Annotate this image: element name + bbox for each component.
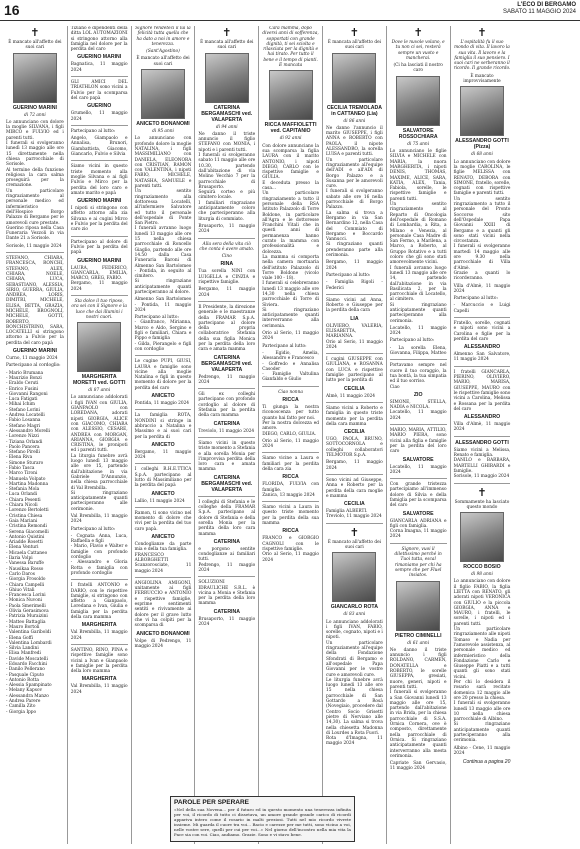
deceased-name: RINA bbox=[220, 261, 234, 268]
list-heading: Partecipano al lutto: bbox=[389, 338, 435, 344]
divider bbox=[135, 409, 192, 410]
deceased-name: GUERINO MARINI bbox=[12, 348, 57, 355]
deceased-name: ALESSANDRO GOTTI (Pizza) bbox=[455, 138, 509, 151]
cross-icon: ✝ bbox=[413, 26, 423, 39]
notice-body: Siamo vicini a Laura in questo triste momento per la perdita della sua mamma bbox=[262, 505, 319, 527]
notice-quote: Dove le nuvole volano, e tu non ci sei, resterà sempre un vuoto e mancherai. bbox=[391, 40, 445, 61]
notice-quote: Cara mamma, dopo diversi anni di sofferenza, sopportati con grande dignità, ti sei sciolta e rilasciata per la dignità e hai tirato. Per tutto il bene e il tempo di pianti. E mancata bbox=[262, 26, 319, 69]
deceased-name: RICCA bbox=[282, 528, 299, 535]
notice-place-date: Brusaporto, 11 maggio 2024 bbox=[198, 223, 256, 235]
portrait-photo bbox=[396, 581, 440, 631]
list-heading: Partecipano al lutto: bbox=[70, 526, 116, 532]
notice-body: Lo annunciano le figlie SILVIA e MICHELE con MARIA, la nuora MARGHERITA, i nipoti DENIS, THOMAS, MAXIME, ALICE, SARA, KATIA, ALEX, Tania, Fabiola, sorelle, le rispettive famiglie e parenti tutti. Un sentito ringraziamento al Reparto di Oncologia dell'ospedale di Romano di Lombardia, a Rita, a Milano e Venezia, al personale Casa Madre di San Fermo, a Marilena, a Marco, a Roberto, al Gruppo Rotativo e a tutti coloro che gli sono stati amorevolmente vicini. I funerali avranno luogo lunedì 13 maggio alle ore 14, partendo dall'abitazione in via Basilicata 2, per la parrocchiale di Locatello, al cimitero. Si ringraziano anticipatamente quanti parteciperanno alla cerimonia. bbox=[389, 149, 447, 324]
divider bbox=[262, 452, 319, 453]
notice-body: Condoglianze da parte mia e della tua famiglia. FRANCESCO ALBORGHETTI Scanzorosciate, 11 maggio 2024 bbox=[134, 542, 192, 574]
notice-body: Ne danno il triste annuncio il figlio STEFANO con MONIA, i nipoti e i parenti tutti. I funerali si svolgeranno sabato 11 maggio alle ore 10.30, partendo dall'abitazione di via Molino Vecchio 7 per la parrocchiale di Brusaporto. Seguirà corteo e più cimitero locale. I familiari ringraziano anticipatamente coloro che parteciperanno alla liturgia di commiato. bbox=[198, 131, 256, 222]
deceased-name: CECILIA bbox=[344, 385, 365, 392]
cross-icon: ✝ bbox=[349, 525, 359, 539]
notice-body: Siamo vicini in questo triste momento a Stefania e alla sorella Monia per l'improvvisa perdita della loro cara e amata mamma bbox=[198, 440, 256, 473]
notice-place-date: Val Brembilla, 11 maggio 2024 bbox=[70, 684, 128, 695]
notice-body: Le cugine PUPI, GIUSI, LAURA e famiglie sono vicine alla moglie Natalina e figli in questo momento di dolore per la perdita del caro bbox=[134, 359, 192, 391]
notice-place-date: Sorisole, 11 maggio 2024 bbox=[6, 243, 62, 249]
divider bbox=[198, 388, 255, 389]
notice-place-date: Almenno San Salvatore, 11 maggio 2024 bbox=[453, 352, 511, 363]
notice-place-date: Bergamo, 11 maggio 2024 bbox=[198, 287, 256, 298]
cross-icon: ✝ bbox=[222, 26, 232, 39]
deceased-name: ANICETO BONANOMI bbox=[136, 630, 190, 637]
notice-body: Fratello, sorelle, cognati e nipoti sono vicini a Carolina e figlie per la perdita del caro bbox=[453, 320, 511, 342]
deceased-name: GUERINO MARINI bbox=[77, 198, 122, 205]
deceased-age: di 95 anni bbox=[152, 129, 174, 135]
notice-place-date: Volpe di Pedrengo, 11 maggio 2024 bbox=[134, 638, 192, 649]
cross-icon: ✝ bbox=[349, 26, 359, 39]
notice-body: GIANCARLA ADRIANA e figli con famiglia. Corna Imagna, 11 maggio 2024 bbox=[389, 518, 447, 540]
notice-place-date: Albino - Cene, 11 maggio 2024 bbox=[453, 745, 511, 756]
divider bbox=[198, 496, 255, 497]
notice-place-date: Curno, 11 maggio 2024 bbox=[6, 356, 58, 362]
divider bbox=[71, 295, 128, 296]
divider bbox=[198, 576, 255, 577]
notice-body: ANGIOLINA AMIGONI, unitamente ai figli FERRUCCIO e ANTONIO e rispettive famiglie, esprime sentimenti sentiti e rivivamente ai dolore per il grave lutto che vi ha colpiti per la scomparsa di bbox=[134, 580, 192, 629]
notice-body: Ne danno il triste annuncio i figli ROLDANO, CARMEN, DONATELLA e ROBERTO, le sorelle GIUSEPPA, gresiati, nuore, generi, nipoti e parenti tutti. I funerali si svolgeranno a San Giovanni lunedì 13 maggio alle ore 15, partendo dall'abitazione in via Brida, per la chiesa parrocchiale di S.S.A. Ornica Cornera, ove è composto, direttamente nella parrocchiale di Ornica. Si ringraziano anticipatamente quanti interverranno alla mesta cerimonia. bbox=[389, 647, 447, 759]
divider bbox=[71, 644, 128, 645]
divider bbox=[390, 359, 447, 360]
box-title: PAROLE PER SPERARE bbox=[174, 799, 250, 806]
notice-body: Sono vicini ad Giuseppe, Anna e Roberto per la perdita della cara moglie e mamma bbox=[325, 477, 383, 499]
notice-body: Il Presidente, la direzione generale e le maestranze della FRAMAR S.p.A. partecipano al dolore della propria collaboratrice Stefania della sua figlia Monica per la perdita della loro cara e amata mamma bbox=[198, 304, 256, 353]
divider bbox=[135, 577, 192, 578]
deceased-name: ANICETO bbox=[151, 490, 175, 497]
divider bbox=[326, 353, 383, 354]
deceased-name: GUERINO MARINI bbox=[77, 54, 122, 61]
deceased-name: ZIO bbox=[413, 391, 423, 398]
notice-quote: Alla sera della vita ciò che conta è avere amato. bbox=[199, 241, 255, 252]
notice-quote: Sta dolce il tuo riposo, ora sei con il Signore e la luce che dai illumini i nostri cuori. bbox=[71, 298, 127, 320]
divider bbox=[326, 294, 383, 295]
notice-place-date: Bergamo, 11 maggio 2024 bbox=[325, 260, 383, 271]
notice-body: LAURA, FEDERICO, GIANCARLA, EMILIA, MARCO, GREG, FABIO. Bergamo, 11 maggio 2024 bbox=[70, 265, 128, 292]
portrait-photo bbox=[396, 76, 440, 126]
deceased-name: ANICETO BONANOMI bbox=[136, 121, 190, 128]
notice-place-date: Orio al Serio, 11 maggio 2024 bbox=[262, 331, 319, 342]
publication-name: L'ECO DI BERGAMO bbox=[517, 2, 576, 8]
deceased-name: SALVATORE bbox=[402, 456, 434, 463]
notice-body: GLI AMICI DEL TRIATHLON sono vicini a Fulvio per la scomparsa del caro papà bbox=[70, 80, 128, 101]
divider bbox=[71, 579, 128, 580]
notice-place-date: Treviolo, 11 maggio 2024 bbox=[198, 428, 255, 434]
notice-body: Tua sorella NINI con LUIGELLA e CINZIA e rispettive famiglie. bbox=[198, 269, 256, 286]
notice-place-date: Val Brembilla, 11 maggio 2024 bbox=[70, 630, 128, 641]
deceased-name: CATERINA bbox=[213, 420, 240, 427]
quote-signature: Cino bbox=[221, 254, 232, 260]
deceased-name: RICCA bbox=[282, 397, 299, 404]
portrait-photo bbox=[13, 53, 57, 103]
column-4 bbox=[194, 26, 258, 844]
notice-body: Portavamo sempre nel cuore il tuo coraggio, la tua bontà, la tua simpatia ed il tuo sorriso. Ciao bbox=[389, 363, 447, 390]
notice-body: I fratelli GIANCARLA, PIERINO, OLIVIERO, MARIO, MARISA, GIUSEPPE, MAURO con le rispettive famiglie sono vicini a Carolina, Melissa e Rossana per la perdita del caro bbox=[453, 369, 511, 412]
continue-link[interactable]: Continua a pagina 20 bbox=[462, 759, 511, 766]
page-number: 16 bbox=[4, 2, 20, 18]
divider bbox=[454, 317, 511, 318]
cross-icon: ✝ bbox=[477, 26, 487, 39]
notice-place-date: Bergamo, 11 maggio 2024 bbox=[325, 460, 383, 471]
words-of-hope-box bbox=[170, 796, 355, 842]
notice-body: Ti giunga la nostra riconoscenza per tutto quanto hai fatto per noi. Per la nostra dolcezza ed amore. DIEGO, CARLO, GIULIA. bbox=[262, 405, 319, 437]
deceased-name: CECILIA bbox=[344, 429, 365, 436]
notice-place-date: Grumello, 11 maggio 2024 bbox=[70, 111, 128, 122]
deceased-name: GUERINO bbox=[87, 103, 112, 110]
notice-body: Ramon, ti sono vicino nel momento di dolore che vivi per la perdita del tuo caro papà. bbox=[134, 510, 192, 532]
deceased-name: CATERINA bbox=[213, 538, 240, 545]
portrait-photo bbox=[269, 70, 313, 120]
deceased-name: CATERINA BERGAMASCHI ved. VALAPERTA bbox=[201, 354, 253, 373]
list-heading: Partecipano al cordoglio: bbox=[6, 363, 61, 369]
notice-body: Lo annunciano addolorati i figli IVAN, FABIO, sorelle, cognato, nipoti e i nipoti. Un particolare ringraziamento all'equipe della Fondazione Sfondrati di Bergamo e all'ospedale Papa Giovanni per le vostre cure e amorevoli cure. Le liturgia funebre avrà luogo lunedì 13 alle ore 15 nella chiesa parrocchiale di San Gottardo a Rosà (Novegiaio, procedere dal Centro Socio Grisetti pietre di Nerviano alle 14,30). La salma si trova nella chiesetta Madonna di Lourdes a Rota Fuori. Rota d'Imagna, 11 maggio 2024 bbox=[325, 619, 383, 747]
box-text: «Nel della sua Novena... per il futuro ed in questo momento una tenerezza infinita per voi, il ricordo di tutto ci dissetava, un amore grande grande carico di ricordi appariva intero come il rosario in malti preziosi. Tutti nel mio ricordo vivrete insieme. Mi guarda il cuore tra voi... Bacio e carezze per me tutti, sono vicino a voi, nelle vostre sere, quelli per cui per voi...» Nel giorno dell'incontro nella mia vita la Pace sia con voi. Ciao, andiamo. Grazie. Sono e vi stavo bene. bbox=[174, 807, 351, 837]
notice-place-date: Orio al Serio, 11 maggio 2024 bbox=[262, 438, 319, 450]
notice-place-date: Pontida, 11 maggio 2024 bbox=[134, 401, 190, 407]
notice-body: STEFANO, CHIARA, FRANCESCA, RONCHI, STEFANO, ALEX, CHIARA, NOELE, CHIARA, LUCA, SEBASTIANO, ALESSIA, SIRIO, GUERRA, GIULIA, ANDREA, LORIS, DIMITRI, MICHELE, ELISA, BETTA, GRAZIA, MICHELE, BROGNOLI, MICHELE, GOTTI, ROBERTO, BONCHISTRINO, SARA, LOCATELLI si stringono attorno a Fulvio per la perdita del caro papà bbox=[6, 256, 64, 346]
deceased-name: GIANCARLO ROTA bbox=[330, 604, 378, 611]
deceased-age: di 75 anni bbox=[407, 141, 430, 147]
condolence-list: Partecipano al lutto: - Gianfranco, Mirianna, Marco e Aldo, Sergino e figli e familiari, Chiara e Pippo e famiglia - Gilda, Pierangelo e figli con cordoglio bbox=[134, 315, 192, 352]
notice-body: Siamo vicine a Laura e familiari per la perdita della cara zia bbox=[262, 456, 319, 472]
deceased-name: ALESSANDRO bbox=[463, 344, 501, 351]
notice-place-date: Pedrengo, 11 maggio 2024 bbox=[198, 374, 256, 385]
deceased-name: MARGHERITA bbox=[81, 622, 117, 629]
divider bbox=[454, 436, 511, 437]
notice-body: FLORIDA, FULVIA con famiglie. Zanica, 13 maggio 2024 bbox=[262, 482, 319, 498]
list-heading: Partecipano al lutto: bbox=[453, 296, 498, 302]
notice-quote: Signore, vuoi il dilettissimo perché in Tuoi tutta, escal rimaniamo per chi ha sempre che per Fluel insiatos. bbox=[394, 546, 442, 579]
notice-body: Gli ex colleghi partecipano con profondo cordoglio al dolore di Stefania per la perdita della cara mamma bbox=[198, 392, 256, 419]
divider bbox=[326, 474, 383, 475]
notice-place-date: Brusaporto, 11 maggio 2024 bbox=[198, 616, 256, 628]
divider bbox=[6, 252, 64, 253]
list-heading: Partecipano al lutto: bbox=[70, 128, 116, 134]
notice-body: SOLUZIONI IDRAULICHE S.R.L. è vicina a Monia e Stefania per la perdita della loro mamma bbox=[198, 580, 256, 607]
notice-body: I fratelli ANTONIO e DARIO, con le rispettive famiglie, si stringono con affetto a Gianpaolo, Loredana e Ivan, Giulia e famiglia per la perdita della cara mamma bbox=[70, 583, 128, 621]
notice-body: I nipoti si stringono con affetto attorno alla zia Silvana e ai cugini Mirco e Fulvio per la perdita del caro zio bbox=[70, 206, 128, 233]
divider bbox=[71, 76, 128, 77]
notice-body: Lo annunciano addolorati i figli IVAN con GIULIA, GIANPAOLO con LOREDANA, adorati nipoti GIORGIA, ALICE con GIACOMO, CHIARA con ALESSIO, CESARE, ANDREA con MORGAN, ARIANNA, GIORGIA e CRISTINA, le pronipoti ed i parenti tutti. La liturgia funebre avrà luogo lunedì 13 maggio alle ore 15, partendo dall'abitazione in via Gabriele D'Annunzio, nella chiesa parrocchiale di Val Brembilla. Si ringraziano anticipatamente quanti parteciperanno alle cerimonie. bbox=[70, 395, 128, 512]
notice-body: Siamo vicini in questo triste momento alla moglie Silvana e ai figli Fulvio e Mirco per la perdita del loro caro e amato marito e papà bbox=[70, 164, 128, 196]
notice-intro: È mancata all'affetto dei suoi cari bbox=[327, 40, 382, 51]
deceased-name: MARGHERITA bbox=[81, 676, 117, 683]
notice-intro: È mancato all'affetto dei suoi cari bbox=[136, 56, 190, 67]
deceased-name: MARGHERITA MORETTI ved. GOTTI bbox=[72, 374, 126, 387]
quote-signature: (Sant'Agostino) bbox=[146, 49, 180, 55]
notice-body: FRANCO e GIORGIO CAGNOLI con le rispettive famiglie. Orio al Serio, 11 maggio 2024 bbox=[262, 536, 319, 563]
deceased-name: PIETRO CIMINELLI bbox=[394, 632, 442, 639]
portrait-photo bbox=[332, 552, 376, 602]
notice-body: Ne danno l'annuncio il marito GIUSEPPE, i figli ANNA e ROBERTO con PAOLA, il nipote ALESSANDRO, la sorella LUISA e parenti tutti. Un particolare ringraziamento all'equipe dell'ADI e all'ADI di Borgo Palazzo e a Susanna per le amorevoli cure. I funerali si svolgeranno sabato alle ore 16 nella parrocchiale di Borgo Palazzo. La salma si trova a Bergamo in via San Bernardino 12, nella Casa del Commiato di Bergamo e Boccardo Vannucci. Si ringraziano quanti prenderanno parte alla cerimonia. bbox=[325, 125, 383, 259]
deceased-name: ROCCO BOSIO bbox=[463, 564, 501, 571]
condolence-list: - Marcuccio e Luigi Capelli bbox=[453, 303, 511, 314]
condolence-list: - Mario Brumana - Maurizio Bonzi - Eraldo Ceruti - Enrico Fusini - Giovanni Rangoni - Luca Fatigati - Mihai Ichim - Stefano Lorini - Andrea Locatelli - Fabio Losanna - Stefano Magri - Alessandro Morelli - Lorenzo Nizzi - Tiziana Orlandi - Paolo Pancera - Stefano Pirelli - Elena Riva - Simone Sturaro - Fabio Tasca - Marco Tironi - Manuela Volpato - Martina Madonna - Stefania Mola - Luca Orlandi - Chiara Pesenti - Chiara Nicoli - Lorenzo Bertoletti - Cristina Chiesa - Gaia Mariani - Cristina Remondi - Serena Giacomelli - Antonio Quistini - Ariadde Rosetti - Elena Venturi - Micaela Cattaneo - Ilaria Volpi - Vanessa Baruffe - Nausikaa Rosso - Carlo Daros - Giorgia Frosoldo - Chiara Campelli - Ghiuo Vitali - Francesca Lorini - Monica Nuvoni - Paola Smerimelli - Olivia Gerasimova - Patrizia Muraizini - Matteo Battaglia - Mauro Bortoli - Valentina Gariboldi - Elena Goffi - Valentina Lombardi - Silvia Landini - Elisa Manfredi - Davide Moscatelli - Edoardo Facchini - Danilo Pellerano - Pasquale Ciputo - Antonio Rotta - Alessia Spampinato - Melany Kapsov - Alessandra Manzo - Andrea Parere - Camilla Zito - Giorgia Ippo bbox=[6, 370, 52, 715]
divider bbox=[454, 366, 511, 367]
notice-body: Famiglia ALBERTI. Treviolo, 11 maggio 2024 bbox=[325, 509, 382, 520]
deceased-name: CATERINA bbox=[213, 608, 240, 615]
deceased-name: SALVATORE ROSSOCHIARA bbox=[398, 127, 438, 140]
divider bbox=[390, 543, 447, 544]
divider bbox=[262, 501, 319, 502]
notice-body: Siamo vicini a Melissa, Renato e famiglia. DANILO e BARBARA, MARTELLI GHIRARDI e famiglie. Sorisole, 11 maggio 2024 bbox=[453, 447, 511, 480]
publication-masthead bbox=[503, 2, 576, 16]
notice-body: SANTINO, RINO, PINA e rispettive famiglie sono vicini a Ivan e Gianpaolo e famiglie per la perdita della loro mamma bbox=[70, 647, 128, 675]
cross-icon: ✝ bbox=[477, 485, 487, 499]
column-5 bbox=[258, 26, 322, 844]
notice-place-date: Locatello, 11 maggio 2024 bbox=[389, 325, 447, 337]
column-8 bbox=[450, 26, 514, 844]
column-2 bbox=[67, 26, 131, 844]
page-header bbox=[0, 0, 580, 21]
notice-body: La famiglia ROTA, NONDINI si stringe in abbraccio a Natalina e Massimo e ai suoi cari per la perdita di bbox=[134, 413, 192, 440]
notice-intro: (Ci ha lasciati il nostro caro bbox=[393, 63, 443, 74]
notice-quote: Signore rendeteci il lui la felicità tutta quella che ha dato a noi in amore e tenerezza. bbox=[135, 26, 191, 47]
publication-date: SABATO 11 MAGGIO 2024 bbox=[502, 9, 576, 15]
notice-body: Lo annunciano con profondo dolore la moglie NATALINA, i figli MASSIMILIANO con DANIELA, ELEONORA con CRISTIAN, RAMON con VALENTINA, i nipoti FABIO, MICHELE, NATASHA, SAMUELE e parenti tutti. Un sentito ringraziamento alla dottoressa Locatelli, all'infermiere Salvatore ed tutto il personale dell'ospedale di Ponte San Pietro. I funerali avranno luogo lunedì 13 maggio alle ore 15 nella chiesa parrocchiale di Roncello Giaglio, partendo alle ore 14.50 dalla Casa Funeraria Baroni di Almenno San Bartolomeo - Pontida, in seguito al cimitero. Si ringraziano anticipatamente quanti parteciperanno al dolore. bbox=[134, 136, 192, 295]
deceased-name: ANICETO bbox=[151, 393, 175, 400]
portrait-photo bbox=[332, 53, 376, 103]
portrait-photo bbox=[460, 86, 504, 136]
notice-place-date: Villa d'Almè, 11 maggio 2024 bbox=[453, 422, 511, 433]
notice-body: UGO, PAOLA, BRUNO, SOTTOCORNOLA e colleghi collaboratori TELMOTOR S.p.A. bbox=[325, 437, 383, 459]
portrait-photo bbox=[460, 512, 504, 562]
notice-body: Lo annunciano con dolore la moglie SILVANA, i figli MIRCO e FULVIO ed i parenti tutti. I funerali si svolgeranno lunedì 13 maggio alle ore 15 direttamente nella chiesa parrocchiale di Sorisole. Al termine della funzione religiosa la cara salma proseguirà per la cremazione. Un particolare ringraziamento al personale medico ed infermieristico dell'Hospice Borgo Palazzo di Bergamo per le amorevoli cure prestate. Guerino riposa nella Casa Funeraria Vezzoli in via Dante 21 a Sorisole. bbox=[6, 119, 64, 242]
notice-intro: Sommamente ha lasciato questo mondo bbox=[454, 499, 510, 510]
deceased-age: di 72 anni bbox=[24, 112, 46, 118]
notice-body: Siamo vicini ad Anna, Roberto e Giuseppe per la perdita della cara bbox=[325, 297, 383, 314]
deceased-name: SALVATORE bbox=[402, 510, 434, 517]
deceased-age: di 86 anni bbox=[343, 118, 366, 124]
notice-intro: È mancato improvvisamente bbox=[463, 73, 501, 85]
deceased-age: di 98 anni bbox=[471, 572, 493, 578]
divider bbox=[390, 478, 447, 479]
deceased-name: GUERINO MARINI bbox=[12, 104, 57, 111]
deceased-name: CECILIA TREMOLADA in CATTANEO (Lia) bbox=[326, 104, 382, 117]
notice-body: SIMONE, STELLA, NADIA e NICOLA. Locatello, 11 maggio 2024 bbox=[389, 399, 447, 421]
notice-body: Lo annunciano con dolore il figlio FABIO, la figlia LIETTA con RENATO, gli adorati nipoti VERONICA con GIULIO e la piccola GIORGIA, ANNA e MAURO, i fratelli, le sorelle, i nipoti ed i parenti tutti. Un particolare ringraziamento alle nipoti Tomaso e Nadia per l'amorevole assistenza, al personale medico ed infermieristico della Fondazione Carlo e Giuseppe Piatti e a tutti quanti gli sono stati vicini. Per chi lo desidera il rosario sarà recitato domenica 12 maggio alle ore 20 presso la chiesa. I funerali si svolgeranno lunedì 13 maggio alle ore 10 nella chiesa parrocchiale di Albino. Si ringraziano anticipatamente quanti parteciperanno alla cerimonia. bbox=[453, 579, 511, 744]
divider bbox=[198, 301, 255, 302]
notice-body: I colleghi di Stefania e le colleghe della FRAMAR S.p.A. partecipano al dolore di Stefania e della sorella Monia per la perdita della loro cara mamma bbox=[198, 499, 256, 537]
notice-place-date: Lallio, 11 maggio 2024 bbox=[134, 498, 185, 504]
condolence-list: - Egidio, Amelia, Alessandro e Francesco - Goffredo e Annalisa Casoder - Famiglie Valtulina Gianfaldo e Giulio bbox=[262, 350, 319, 383]
divider bbox=[71, 160, 128, 161]
divider bbox=[71, 236, 128, 237]
deceased-name: RICCA MAFFIOLETTI ved. CAPITANIO bbox=[264, 122, 317, 135]
deceased-age: di 61 anni bbox=[407, 640, 430, 646]
deceased-age: di 83 anni bbox=[343, 612, 366, 618]
deceased-name: ANICETO bbox=[151, 441, 175, 448]
notice-place-date: Bergamo, 11 maggio 2024 bbox=[134, 449, 192, 461]
divider bbox=[71, 125, 128, 126]
condolence-list: - Cognata Anna, Luca, Raffaella e figli - Mario, Flavio e Walter e famiglie con profondo cordoglio - Alessandro e Gloria Rotta e famiglia con profondo cordoglio bbox=[70, 533, 128, 576]
notice-place-date: Bagnatica, 11 maggio 2024 bbox=[70, 62, 128, 73]
notice-place-date: Almenno San Bartolomeo - Pontida, 11 maggio 2024 bbox=[134, 297, 192, 313]
notice-body: Tiziano e dipendenti della ditta LOL AUTOMAZIONI si stringono attorno alla famiglia nel dolore per la perdita del caro bbox=[70, 26, 128, 53]
notice-intro: È mancata all'affetto dei suoi cari bbox=[200, 40, 254, 51]
notice-intro: È mancato all'affetto dei suoi cari bbox=[8, 40, 62, 51]
deceased-age: di 68 anni bbox=[471, 152, 493, 158]
notice-place-date: Villa d'Almè, 11 maggio 2024 bbox=[453, 283, 511, 294]
column-6 bbox=[322, 26, 386, 844]
notice-place-date: Locatello, 11 maggio 2024 bbox=[389, 464, 447, 475]
deceased-name: LIA bbox=[350, 315, 359, 322]
notice-place-date: Almè, 11 maggio 2024 bbox=[325, 393, 376, 399]
notice-body: I cugini GIUSEPPE con GIULIANA, e ROSANNA con LUCA e rispettive famiglie partecipano al lutto per la perdita di bbox=[325, 357, 383, 384]
columns bbox=[3, 26, 577, 844]
deceased-name: ALESSANDRO bbox=[463, 414, 501, 421]
portrait-photo bbox=[77, 322, 121, 372]
cross-icon: ✝ bbox=[30, 26, 40, 39]
portrait-photo bbox=[205, 53, 249, 103]
deceased-name: CATERINA BERGAMASCHI ved. VALAPERTA bbox=[201, 104, 253, 123]
column-7 bbox=[386, 26, 450, 844]
divider bbox=[390, 424, 447, 425]
notice-body: MARIO, MARIA, ATTILIO, MARIO PIERA, sono vicini alla figlia e famiglie per la perdita del loro caro bbox=[389, 428, 447, 455]
notice-body: Siamo vicini a Roberto e famiglia in questo triste momento per la perdita della cara mamma bbox=[325, 405, 383, 427]
deceased-name: GUERINO MARINI bbox=[77, 257, 122, 264]
list-heading: Partecipano al lutto: bbox=[325, 272, 371, 278]
divider bbox=[454, 483, 511, 484]
condolence-list: - Famiglia Rigoli - Federici bbox=[325, 280, 383, 291]
notice-body: Con grande tristezza partecipiamo all'immenso dolore di Silvia e della famiglia per la scomparsa del caro bbox=[389, 482, 447, 509]
notice-body: Con dolore annunciano la sua scomparsa la figlia LAURA con il marito ANTONIO, i nipoti DIEGO, CARLO con le rispettive famiglie e GIULIA. E deceduta presso la casa... Un particolare ringraziamento a tutto il personale della RSA Istituto Palazzolo di Torre Boldone, in particolare all'Agra e le dottoresse Franchini Vitali che in questi anni di permanenza hanno curato la mamma con professionalità e dolcezza. La mamma si comporta nella camera mortuaria dell'istituto Palazzolo di Torre Boldone (vicolo viale 100 - 18). I funerali si celebreranno lunedì 13 maggio alle ore 14,30 nella chiesa parrocchiale di Torre di Siviera. Si ringraziano anticipatamente quanti interverranno alla cerimonia. bbox=[262, 143, 319, 329]
deceased-age: di 94 anni bbox=[215, 124, 238, 130]
condolence-list: Angelo, Giampaolo e Annalisa, Brunori, Giambattista, Giacomo, Giancarlo, Fulvio e Silvia bbox=[70, 136, 128, 158]
divider bbox=[326, 402, 383, 403]
notice-quote: L'ospitalità fu il suo mondo di vita. Il lavoro la sua vita. Il lavoro e la famiglia il suo pensiero. I suoi cari ne serberanno il ricordo. Il grande ricordo. bbox=[453, 40, 511, 72]
notice-intro: È mancato all'affetto dei suoi cari bbox=[327, 539, 382, 550]
divider bbox=[198, 437, 255, 438]
deceased-name: RICCA bbox=[282, 474, 299, 481]
divider bbox=[135, 355, 192, 356]
deceased-name: CECILIA bbox=[344, 501, 365, 508]
column-1 bbox=[3, 26, 67, 844]
divider bbox=[135, 507, 192, 508]
deceased-name: CATERINA BERGAMASCHI ved. VALAPERTA bbox=[201, 474, 253, 493]
deceased-name: ANICETO bbox=[151, 534, 175, 541]
notice-place-date: Val Brembilla, 11 maggio 2024 bbox=[70, 514, 128, 525]
quote-signature: Ciao nonna bbox=[278, 389, 303, 395]
deceased-name: ALESSANDRO GOTTI bbox=[455, 439, 509, 446]
divider bbox=[135, 463, 192, 464]
notice-body: OLIVIERO, VALERIA, ELISABETTA, MARIANNA. Orio al Serio, 11 maggio 2024 bbox=[325, 323, 383, 350]
divider bbox=[326, 523, 383, 524]
notice-body: e porgono sentite condoglianze ai familiari tutti. Pedrengo, 11 maggio 2024 bbox=[198, 546, 256, 573]
list-heading: Partecipano al lutto: bbox=[262, 343, 307, 349]
notice-body: Partecipano al dolore di Fulvio per la perdita del papà bbox=[70, 239, 128, 256]
column-3 bbox=[131, 26, 195, 844]
condolence-list: - La sorella Elena, Giovanna, Filippa, Matteo bbox=[389, 345, 447, 357]
notice-body: Lo annunciano con dolore la moglie CAROLINA, le figlie MELISSA con RENATO, DEBORA con SIMONE, fratello, sorelle, cognati con rispettive famiglie e parenti tutti. Un sentito ringraziamento a tutto il personale del Pronto Soccorso sito dell'Ospedale Papa Giovanni XXIII di Bergamo e a quanti gli sono stati vicini nella circostanza. I funerali si svolgeranno martedì 14 maggio alle ore 9.30 nella parrocchiale di Villa d'Almè. Grazie a quanti lo ricorderanno. bbox=[453, 159, 511, 282]
divider bbox=[262, 386, 319, 387]
portrait-photo bbox=[141, 69, 185, 119]
deceased-age: di 87 anni bbox=[88, 388, 111, 394]
notice-body: I colleghi R.H.E.TTICA S.p.A. partecipano al lutto di Massimiliano per la perdita del papà bbox=[134, 467, 192, 489]
divider bbox=[198, 238, 255, 239]
deceased-age: di 92 anni bbox=[279, 136, 302, 142]
notice-place-date: Capriate San Gervasio, 11 maggio 2024 bbox=[389, 761, 447, 772]
